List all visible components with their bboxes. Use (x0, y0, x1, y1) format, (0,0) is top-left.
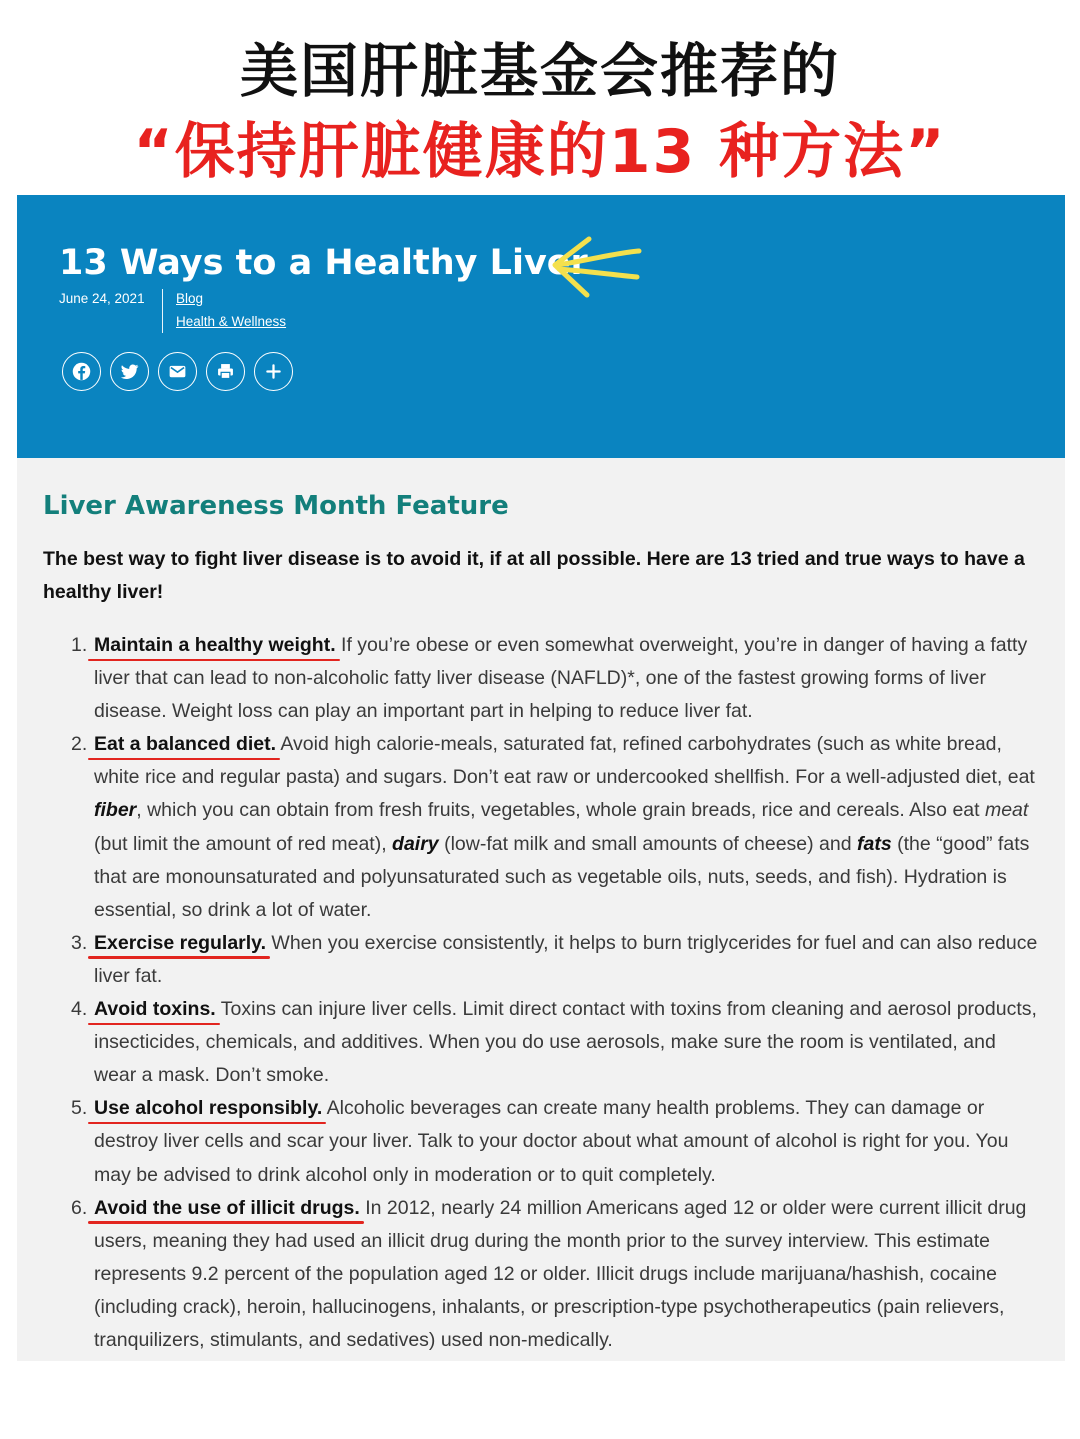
tip-body: (the “good” fats that are monounsaturated and polyunsaturated such as vegetable oils, nuts, seeds, and fish). Hydration is essential, so drink a lot of water. (94, 832, 1030, 921)
list-item-number: 1. (71, 634, 88, 656)
tip-heading: Avoid toxins. (94, 998, 216, 1021)
facebook-icon (71, 361, 92, 382)
tip-heading: Maintain a healthy weight. (94, 634, 336, 656)
list-item-number: 4. (71, 998, 88, 1021)
tip-body: (low-fat milk and small amounts of cheese) and (438, 832, 858, 855)
tip-body: If you’re obese or even somewhat overweight, you’re in danger of having a fatty liver that can lead to non-alcoholic fatty liver disease (NAFLD)*, one of the fastest growing forms of liver disease. Weight loss can play an important part in helping to reduce liver fat. (94, 634, 1028, 723)
tip-heading: Avoid the use of illicit drugs. (94, 1196, 360, 1219)
keyword-fats: fats (857, 832, 892, 855)
tips-list (17, 629, 1065, 1357)
tip-body: (but limit the amount of red meat), (94, 832, 393, 855)
list-item-number: 2. (71, 733, 88, 756)
intro-paragraph: The best way to fight liver disease is to avoid it, if at all possible. Here are 13 tried and true ways to have a healthy liver! (43, 548, 1025, 603)
share-facebook-button[interactable] (62, 352, 101, 391)
email-icon (167, 361, 188, 382)
category-link-health-wellness[interactable]: Health & Wellness (176, 314, 287, 329)
share-more-button[interactable] (254, 352, 293, 391)
tip-body: , which you can obtain from fresh fruits, vegetables, whole grain breads, rice and cereals. Also eat (136, 799, 985, 822)
tip-body: Alcoholic beverages can create many health problems. They can damage or destroy liver cells and scar your liver. Talk to your doctor about what amount of alcohol is right for you. You may be advised to drink alcohol only in moderation or to quit completely. (94, 1097, 1009, 1186)
tip-heading: Eat a balanced diet. (94, 733, 277, 756)
list-item-number: 5. (71, 1097, 88, 1120)
headline-line-2: “保持肝脏健康的13 种方法” (133, 117, 947, 187)
list-item (17, 993, 1065, 1092)
post-date: June 24, 2021 (59, 291, 145, 306)
keyword-meat: meat (984, 799, 1029, 822)
share-twitter-button[interactable] (110, 352, 149, 391)
keyword-dairy: dairy (392, 832, 439, 855)
tip-body: In 2012, nearly 24 million Americans aged 12 or older were current illicit drug users, meaning they had used an illicit drug during the month prior to the survey interview. This estimate represents 9.2 percent of the population aged 12 or older. Illicit drugs include marijuana/hashish, cocaine (including crack), heroin, hallucinogens, inhalants, or prescription-type psychotherapeutics (pain relievers, tranquilizers, stimulants, and sedatives) used non-medically. (94, 1196, 1027, 1351)
tip-body: Avoid high calorie-meals, saturated fat, refined carbohydrates (such as white bread, white rice and regular pasta) and sugars. Don’t eat raw or undercooked shellfish. For a well-adjusted diet, eat (94, 733, 1035, 789)
list-item (17, 927, 1065, 993)
headline-line-1: 美国肝脏基金会推荐的 (239, 37, 840, 105)
article-screenshot (17, 195, 1065, 1361)
twitter-icon (119, 361, 140, 382)
arrow-annotation-icon (545, 231, 645, 307)
list-item (17, 1092, 1065, 1191)
list-item-number: 6. (71, 1196, 88, 1219)
tip-heading: Use alcohol responsibly. (94, 1097, 323, 1120)
category-link-blog[interactable]: Blog (176, 291, 204, 306)
meta-divider (162, 289, 163, 333)
share-print-button[interactable] (206, 352, 245, 391)
keyword-fiber: fiber (94, 799, 137, 822)
list-item (17, 728, 1065, 927)
plus-icon (263, 361, 284, 382)
section-heading: Liver Awareness Month Feature (43, 491, 509, 521)
tip-body: When you exercise consistently, it helps to burn triglycerides for fuel and can also reduce liver fat. (94, 931, 1038, 987)
list-item (17, 629, 1065, 728)
share-buttons (62, 352, 293, 391)
list-item (17, 1192, 1065, 1357)
list-item-number: 3. (71, 931, 88, 954)
tip-body: Toxins can injure liver cells. Limit direct contact with toxins from cleaning and aerosol products, insecticides, chemicals, and additives. When you do use aerosols, make sure the room is ventilated, and wear a mask. Don’t smoke. (94, 998, 1037, 1087)
tip-heading: Exercise regularly. (94, 931, 266, 954)
post-title: 13 Ways to a Healthy Liver (59, 243, 588, 283)
article-hero (17, 195, 1065, 458)
print-icon (215, 361, 236, 382)
share-email-button[interactable] (158, 352, 197, 391)
